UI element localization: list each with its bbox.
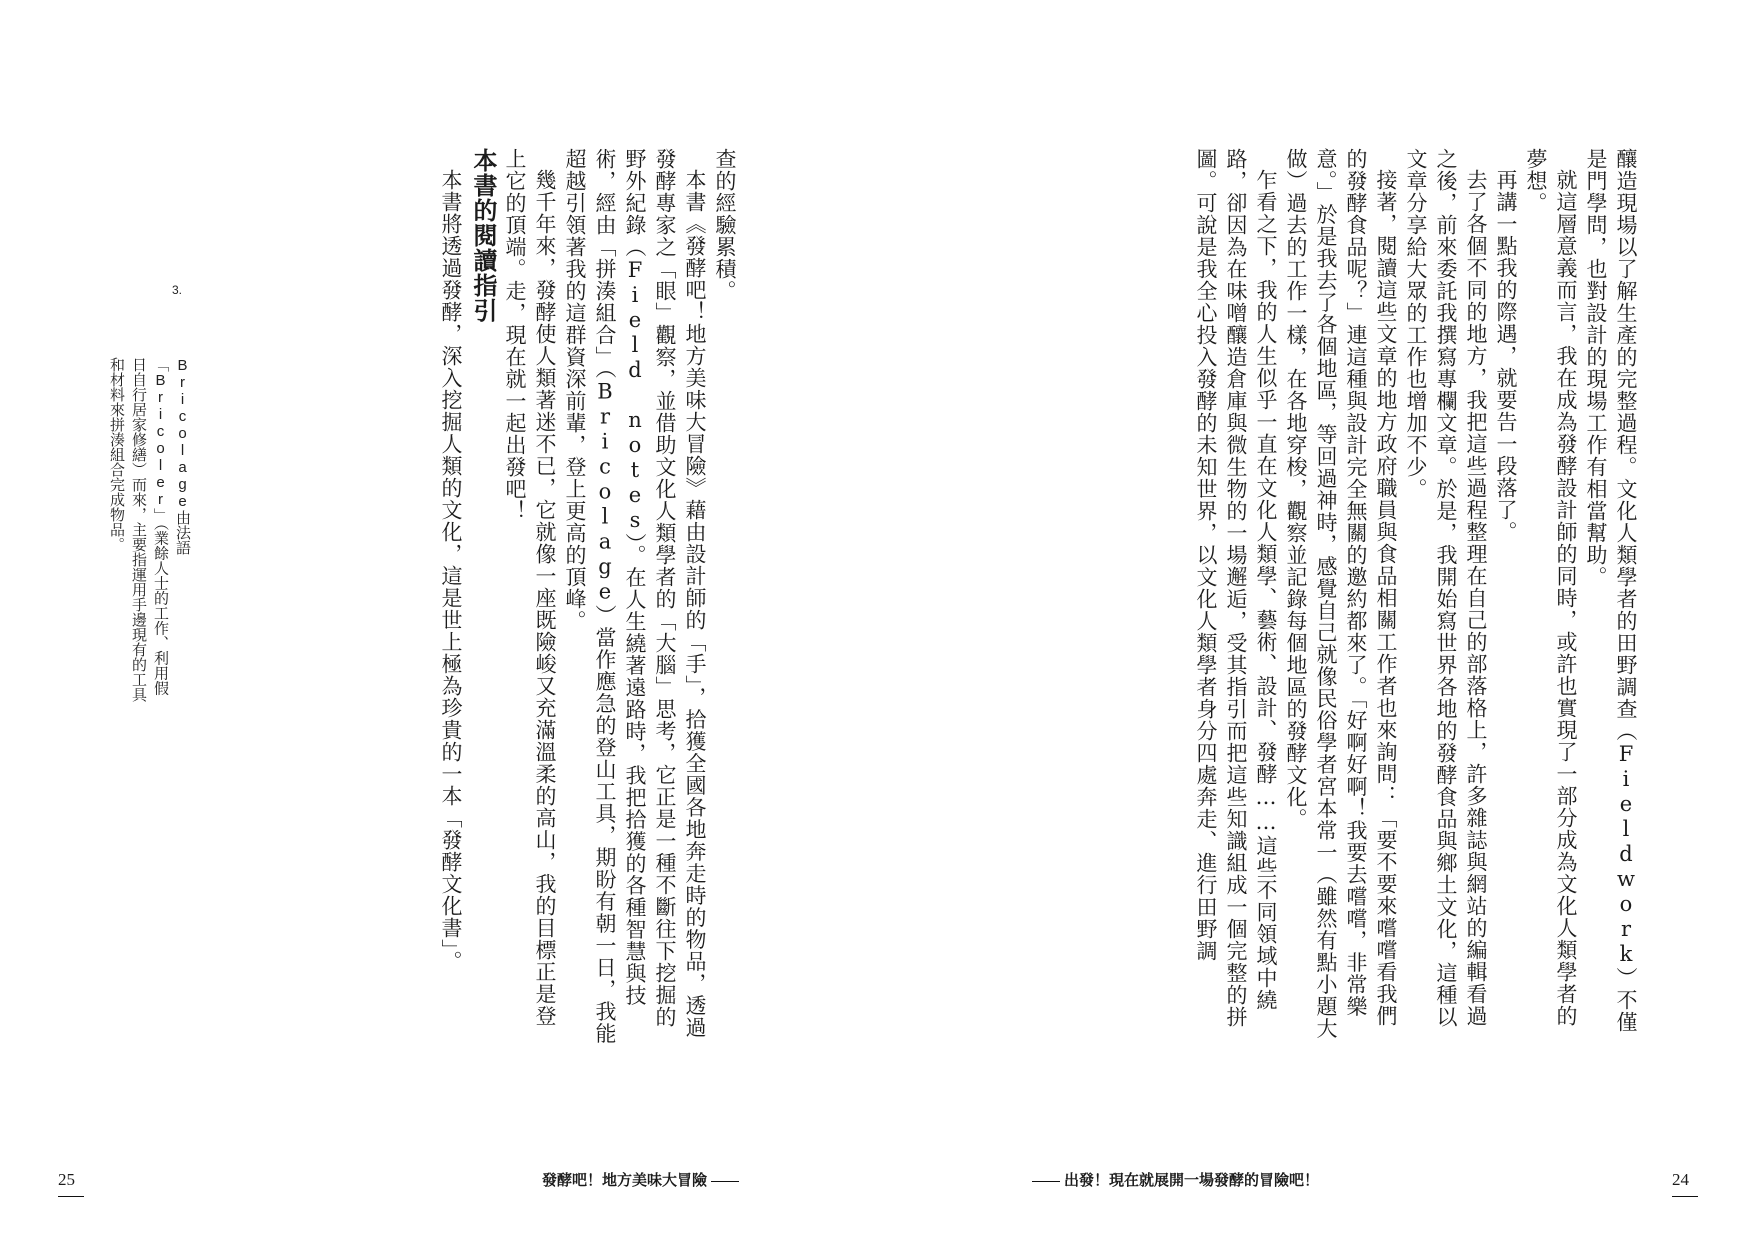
left-running-title-text: 發酵吧！地方美味大冒險 [542, 1172, 708, 1189]
right-paragraph-6: 乍看之下，我的人生似乎一直在文化人類學、藝術、設計、發酵……這些不同領域中繞路，卻因為在味噌釀造倉庫與微生物的一場邂逅，受其指引而把這些知識組成一個完整的拼圖。可說是我全心投入發酵的未知世界，以文化人類學者身分四處奔走、進行田野調 [1194, 148, 1278, 1028]
right-running-title-text: 出發！現在就展開一場發酵的冒險吧！ [1064, 1172, 1320, 1189]
right-running-title-dash [1032, 1181, 1060, 1182]
left-page-body [420, 148, 740, 1048]
left-paragraph-2-text: 本書《發酵吧！地方美味大冒險》藉由設計師的「手」，拾獲全國各地奔走時的物品，透過發酵專家之「眼」觀察，並借助文化人類學者的「大腦」思考，它正是一種不斷往下挖掘的野外紀錄（Field notes）。在人生繞著遠路時，我把拾獲的各種智慧與技術，經由「拼湊組合」（Bricolage）當作應急的登山工具，期盼有朝一日，我能超越引領著我的這群資深前輩，登上更高的頂峰。 [563, 148, 707, 1045]
section-heading: 本書的閱讀指引 [469, 148, 498, 323]
footnote-text: Bricolage由法語「Bricoler」（業餘人士的工作、利用假日自行居家修繕）而來，主要指運用手邊現有的工具和材料來拼湊組合完成物品。 [108, 357, 191, 702]
right-paragraph-3: 再講一點我的際遇，就要告一段落了。 [1494, 169, 1518, 543]
left-running-title [542, 1169, 743, 1190]
right-page-number: 24 [1672, 1170, 1689, 1189]
right-page-body [1036, 148, 1641, 1048]
left-running-title-dash [711, 1181, 739, 1182]
right-paragraph-5: 接著，閱讀這些文章的地方政府職員與食品相關工作者也來詢問：「要不要來嚐嚐看我們的發酵食品呢？」連這種與設計完全無關的邀約都來了。「好啊好啊！我要去嚐嚐，非常樂意。」於是我去了各個地區，等回過神時，感覺自己就像民俗學者宮本常一（雖然有點小題大做）過去的工作一樣，在各地穿梭，觀察並記錄每個地區的發酵文化。 [1284, 148, 1398, 1040]
left-paragraph-3: 幾千年來，發酵使人類著迷不已，它就像一座既險峻又充滿溫柔的高山，我的目標正是登上它的頂端。走，現在就一起出發吧！ [503, 148, 557, 1027]
right-page-number-rule [1672, 1196, 1698, 1197]
right-paragraph-2: 就這層意義而言，我在成為發酵設計師的同時，或許也實現了一部分成為文化人類學者的夢想。 [1524, 148, 1578, 1027]
left-paragraph-1: 查的經驗累積。 [713, 148, 737, 302]
left-page-number: 25 [58, 1170, 75, 1189]
right-paragraph-1: 釀造現場以了解生產的完整過程。文化人類學者的田野調查（Fieldwork）不僅是門學問，也對設計的現場工作有相當幫助。 [1584, 148, 1638, 1033]
right-paragraph-4: 去了各個不同的地方，我把這些過程整理在自己的部落格上，許多雜誌與網站的編輯看過之後，前來委託我撰寫專欄文章。於是，我開始寫世界各地的發酵食品與鄉土文化，這種以文章分享給大眾的工作也增加不少。 [1404, 148, 1488, 1028]
left-page-number-rule [58, 1196, 84, 1197]
right-running-title [1028, 1169, 1319, 1190]
left-paragraph-2 [560, 148, 710, 1048]
footnote-number: 3. [172, 283, 183, 297]
left-paragraph-4: 本書將透過發酵，深入挖掘人類的文化，這是世上極為珍貴的一本「發酵文化書」。 [439, 169, 463, 973]
